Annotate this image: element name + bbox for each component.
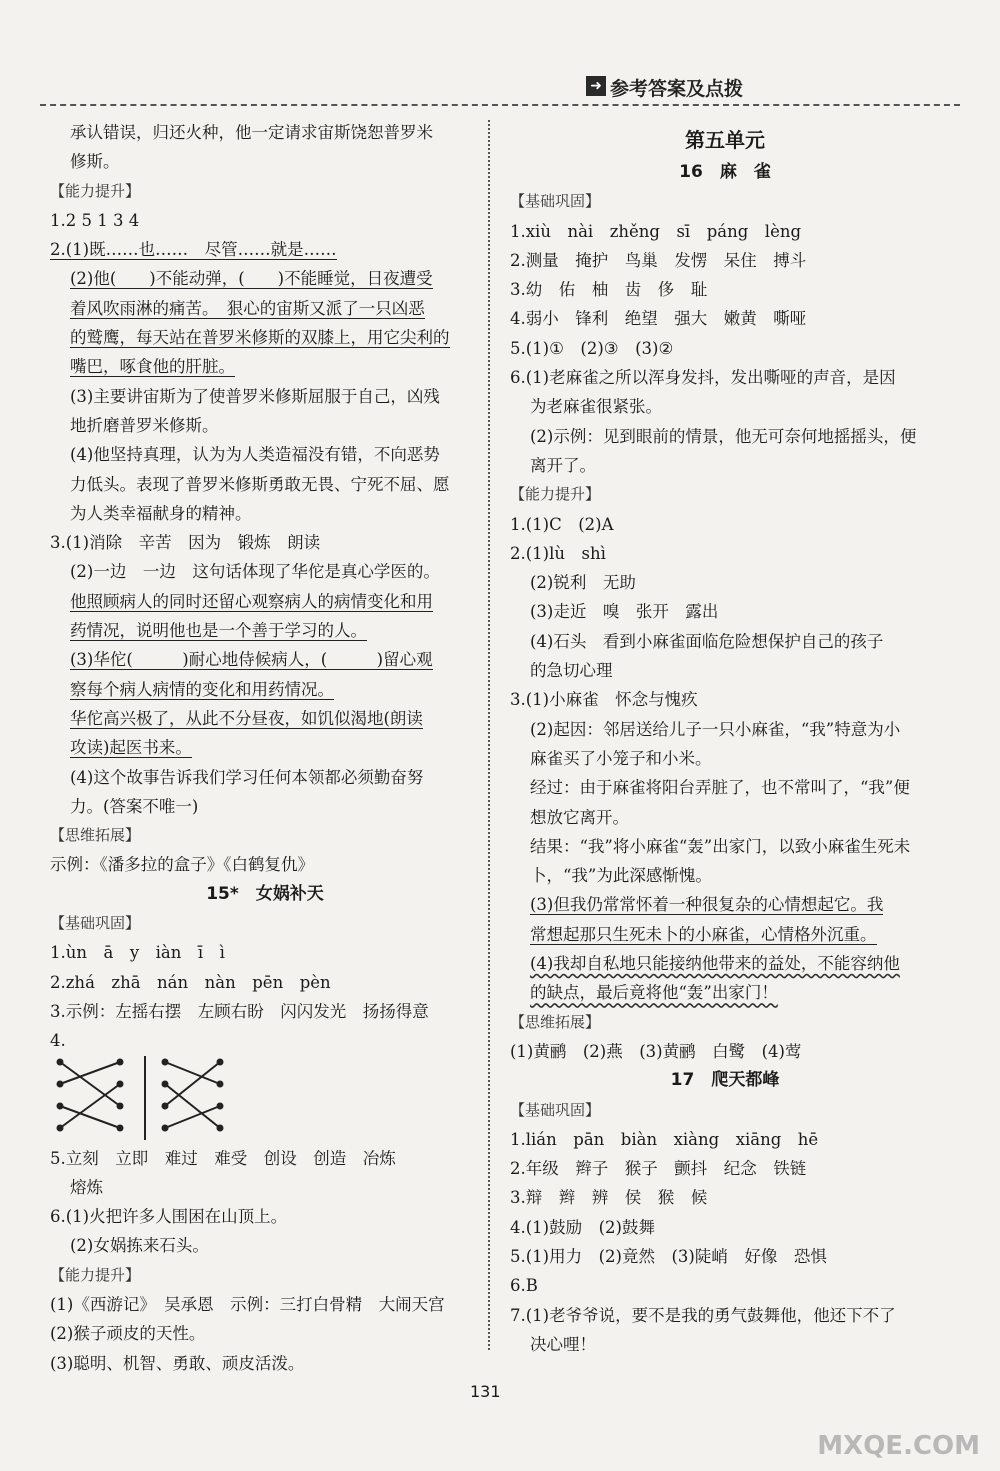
section-heading: 【思维拓展】 <box>510 1012 601 1031</box>
page-header <box>0 60 1000 110</box>
answer-line: 地折磨普罗米修斯。 <box>70 415 219 435</box>
answer-line <box>510 949 940 978</box>
lesson-title: 15* 女娲补天 <box>206 883 324 904</box>
section-heading: 【能力提升】 <box>50 181 141 200</box>
underlined-text: 药情况，说明他也是一个善于学习的人。 <box>70 621 367 641</box>
underlined-text: (3)华佗( )耐心地侍候病人，( )留心观 <box>70 650 433 670</box>
answer-line: (2)猴子顽皮的天性。 <box>50 1324 206 1344</box>
lesson-title: 16 麻 雀 <box>679 162 771 182</box>
answer-line: (1)黄鹂 (2)燕 (3)黄鹂 白鹭 (4)莺 <box>510 1041 802 1061</box>
matching-item: 4. <box>50 1031 66 1051</box>
wavy-underlined-text: 的缺点，最后竟将他“轰”出家门！ <box>530 983 778 1003</box>
answer-line <box>50 645 480 674</box>
answer-line: 麻雀买了小笼子和小米。 <box>530 748 712 768</box>
answer-line: 6.(1)火把许多人围困在山顶上。 <box>50 1207 288 1227</box>
answer-line: 熔炼 <box>70 1177 103 1197</box>
underlined-text: 2.(1)既……也…… 尽管……就是…… <box>50 240 337 260</box>
answer-line <box>50 264 480 293</box>
answer-line: (4)这个故事告诉我们学习任何本领都必须勤奋努 <box>70 767 424 787</box>
answer-line: 5.(1)① (2)③ (3)② <box>510 338 674 358</box>
section-heading: 【基础巩固】 <box>510 1100 601 1119</box>
answer-line: 3.幼 佑 柚 齿 侈 耻 <box>510 280 708 300</box>
answer-line: 想放它离开。 <box>530 807 629 827</box>
answer-line: 7.(1)老爷爷说，要不是我的勇气鼓舞他，他还下不了 <box>510 1305 896 1325</box>
underlined-text: 察每个病人病情的变化和用药情况。 <box>70 679 334 699</box>
column-divider <box>488 120 490 1350</box>
unit-title: 第五单元 <box>685 128 765 152</box>
answer-line: 1.ùn ā y iàn ī ì <box>50 943 225 963</box>
lesson-title: 17 爬天都峰 <box>670 1070 780 1091</box>
answer-line <box>50 323 480 352</box>
answer-line: 5.(1)用力 (2)竟然 (3)陡峭 好像 恐惧 <box>510 1246 827 1266</box>
underlined-text: (3)但我仍常常怀着一种很复杂的心情想起它。我 <box>530 895 884 915</box>
answer-line <box>50 675 480 704</box>
answer-line <box>50 616 480 645</box>
answer-line: 2.(1)lù shì <box>510 543 606 563</box>
answer-line: 离开了。 <box>530 455 596 475</box>
arrow-icon: ➜ <box>586 76 606 96</box>
answer-line: 3.(1)小麻雀 怀念与愧疚 <box>510 690 698 710</box>
underlined-text: 华佗高兴极了，从此不分昼夜，如饥似渴地(朗读 <box>70 708 423 728</box>
answer-line: 承认错误，归还火种，他一定请求宙斯饶恕普罗米 <box>70 123 433 142</box>
matching-diagram <box>50 1056 480 1144</box>
header-rule <box>40 104 960 106</box>
answer-line: (3)聪明、机智、勇敢、顽皮活泼。 <box>50 1353 305 1373</box>
page-number: 131 <box>470 1382 501 1401</box>
answer-line: 1.2 5 1 3 4 <box>50 210 140 230</box>
answer-line: 力低头。表现了普罗米修斯勇敢无畏、宁死不屈、愿 <box>70 474 450 494</box>
answer-line <box>510 920 940 949</box>
answer-line <box>510 890 940 919</box>
answer-line: 1.xiù nài zhěng sī páng lèng <box>510 221 802 241</box>
underlined-text: 他照顾病人的同时还留心观察病人的病情变化和用 <box>70 591 433 611</box>
answer-line: 1.lián pān biàn xiàng xiāng hē <box>510 1129 819 1149</box>
answer-line: 经过：由于麻雀将阳台弄脏了，也不常叫了，“我”便 <box>530 778 910 798</box>
answer-line: 示例：《潘多拉的盒子》《白鹤复仇》 <box>50 855 314 875</box>
answer-line: 4.弱小 锋利 绝望 强大 嫩黄 嘶哑 <box>510 309 807 329</box>
answer-line: 6.B <box>510 1276 538 1296</box>
answer-line: (4)石头 看到小麻雀面临危险想保护自己的孩子 <box>530 631 884 651</box>
right-column <box>510 118 940 1359</box>
answer-line <box>50 587 480 616</box>
watermark: MXQE.COM <box>817 1431 980 1461</box>
wavy-underlined-text: (4)我却自私地只能接纳他带来的益处，不能容纳他 <box>530 954 900 974</box>
underlined-text: 常想起那只生死未卜的小麻雀，心情格外沉重。 <box>530 924 877 944</box>
answer-line: (4)他坚持真理，认为为人类造福没有错，不向恶势 <box>70 445 440 465</box>
answer-line: 2.年级 辫子 猴子 颤抖 纪念 铁链 <box>510 1159 807 1179</box>
answer-line: 力。(答案不唯一) <box>70 796 199 816</box>
underlined-text: 的鹫鹰，每天站在普罗米修斯的双膝上，用它尖利的 <box>70 328 450 348</box>
answer-line <box>510 978 940 1007</box>
section-heading: 【基础巩固】 <box>50 914 141 933</box>
underlined-text: 着风吹雨淋的痛苦。 狠心的宙斯又派了一只凶恶 <box>70 298 425 318</box>
answer-line: 为人类幸福献身的精神。 <box>70 503 252 523</box>
answer-line: 决心哩！ <box>530 1334 596 1354</box>
answer-line: 3.(1)消除 辛苦 因为 锻炼 朗读 <box>50 533 321 553</box>
answer-line: (2)女娲拣来石头。 <box>70 1236 209 1256</box>
answer-line: 5.立刻 立即 难过 难受 创设 创造 冶炼 <box>50 1148 396 1168</box>
answer-line: 结果：“我”将小麻雀“轰”出家门，以致小麻雀生死未 <box>530 836 911 856</box>
answer-line: 1.(1)C (2)A <box>510 514 614 534</box>
answer-line: (1)《西游记》 吴承恩 示例：三打白骨精 大闹天宫 <box>50 1294 445 1314</box>
answer-line: 4.(1)鼓励 (2)鼓舞 <box>510 1217 655 1237</box>
answer-line: 为老麻雀很紧张。 <box>530 397 662 417</box>
section-heading: 【思维拓展】 <box>50 826 141 845</box>
section-heading: 【能力提升】 <box>50 1265 141 1284</box>
answer-line: 修斯。 <box>70 152 120 172</box>
answer-line: 6.(1)老麻雀之所以浑身发抖，发出嘶哑的声音，是因 <box>510 368 896 388</box>
answer-line <box>50 235 480 264</box>
section-heading: 【基础巩固】 <box>510 192 601 211</box>
answer-line: 2.zhá zhā nán nàn pēn pèn <box>50 972 331 992</box>
answer-line <box>50 294 480 323</box>
answer-line: 3.示例：左摇右摆 左顾右盼 闪闪发光 扬扬得意 <box>50 1001 429 1021</box>
answer-line <box>50 352 480 381</box>
answer-line <box>50 733 480 762</box>
answer-line: 的急切心理 <box>530 661 613 681</box>
answer-line: (2)一边 一边 这句话体现了华佗是真心学医的。 <box>70 562 440 582</box>
answer-line: (2)起因：邻居送给儿子一只小麻雀，“我”特意为小 <box>530 719 901 739</box>
answer-line: (2)示例：见到眼前的情景，他无可奈何地摇摇头，便 <box>530 426 917 446</box>
answer-line: 卜，“我”为此深感惭愧。 <box>530 866 712 886</box>
answer-line: 2.测量 掩护 鸟巢 发愣 呆住 搏斗 <box>510 250 807 270</box>
left-column <box>50 118 480 1378</box>
underlined-text: 攻读)起医书来。 <box>70 738 192 758</box>
matching-lines-icon <box>50 1056 230 1140</box>
underlined-text: 嘴巴，啄食他的肝脏。 <box>70 357 235 377</box>
answer-line: (3)主要讲宙斯为了使普罗米修斯屈服于自己，凶残 <box>70 386 440 406</box>
answer-line: 3.辩 辫 辨 侯 猴 候 <box>510 1188 708 1208</box>
answer-line <box>50 704 480 733</box>
section-heading: 【能力提升】 <box>510 485 601 504</box>
answer-line: (2)锐利 无助 <box>530 573 636 593</box>
underlined-text: (2)他( )不能动弹，( )不能睡觉，日夜遭受 <box>70 269 433 289</box>
header-title: 参考答案及点拨 <box>610 78 744 100</box>
answer-line: (3)走近 嗅 张开 露出 <box>530 602 719 622</box>
